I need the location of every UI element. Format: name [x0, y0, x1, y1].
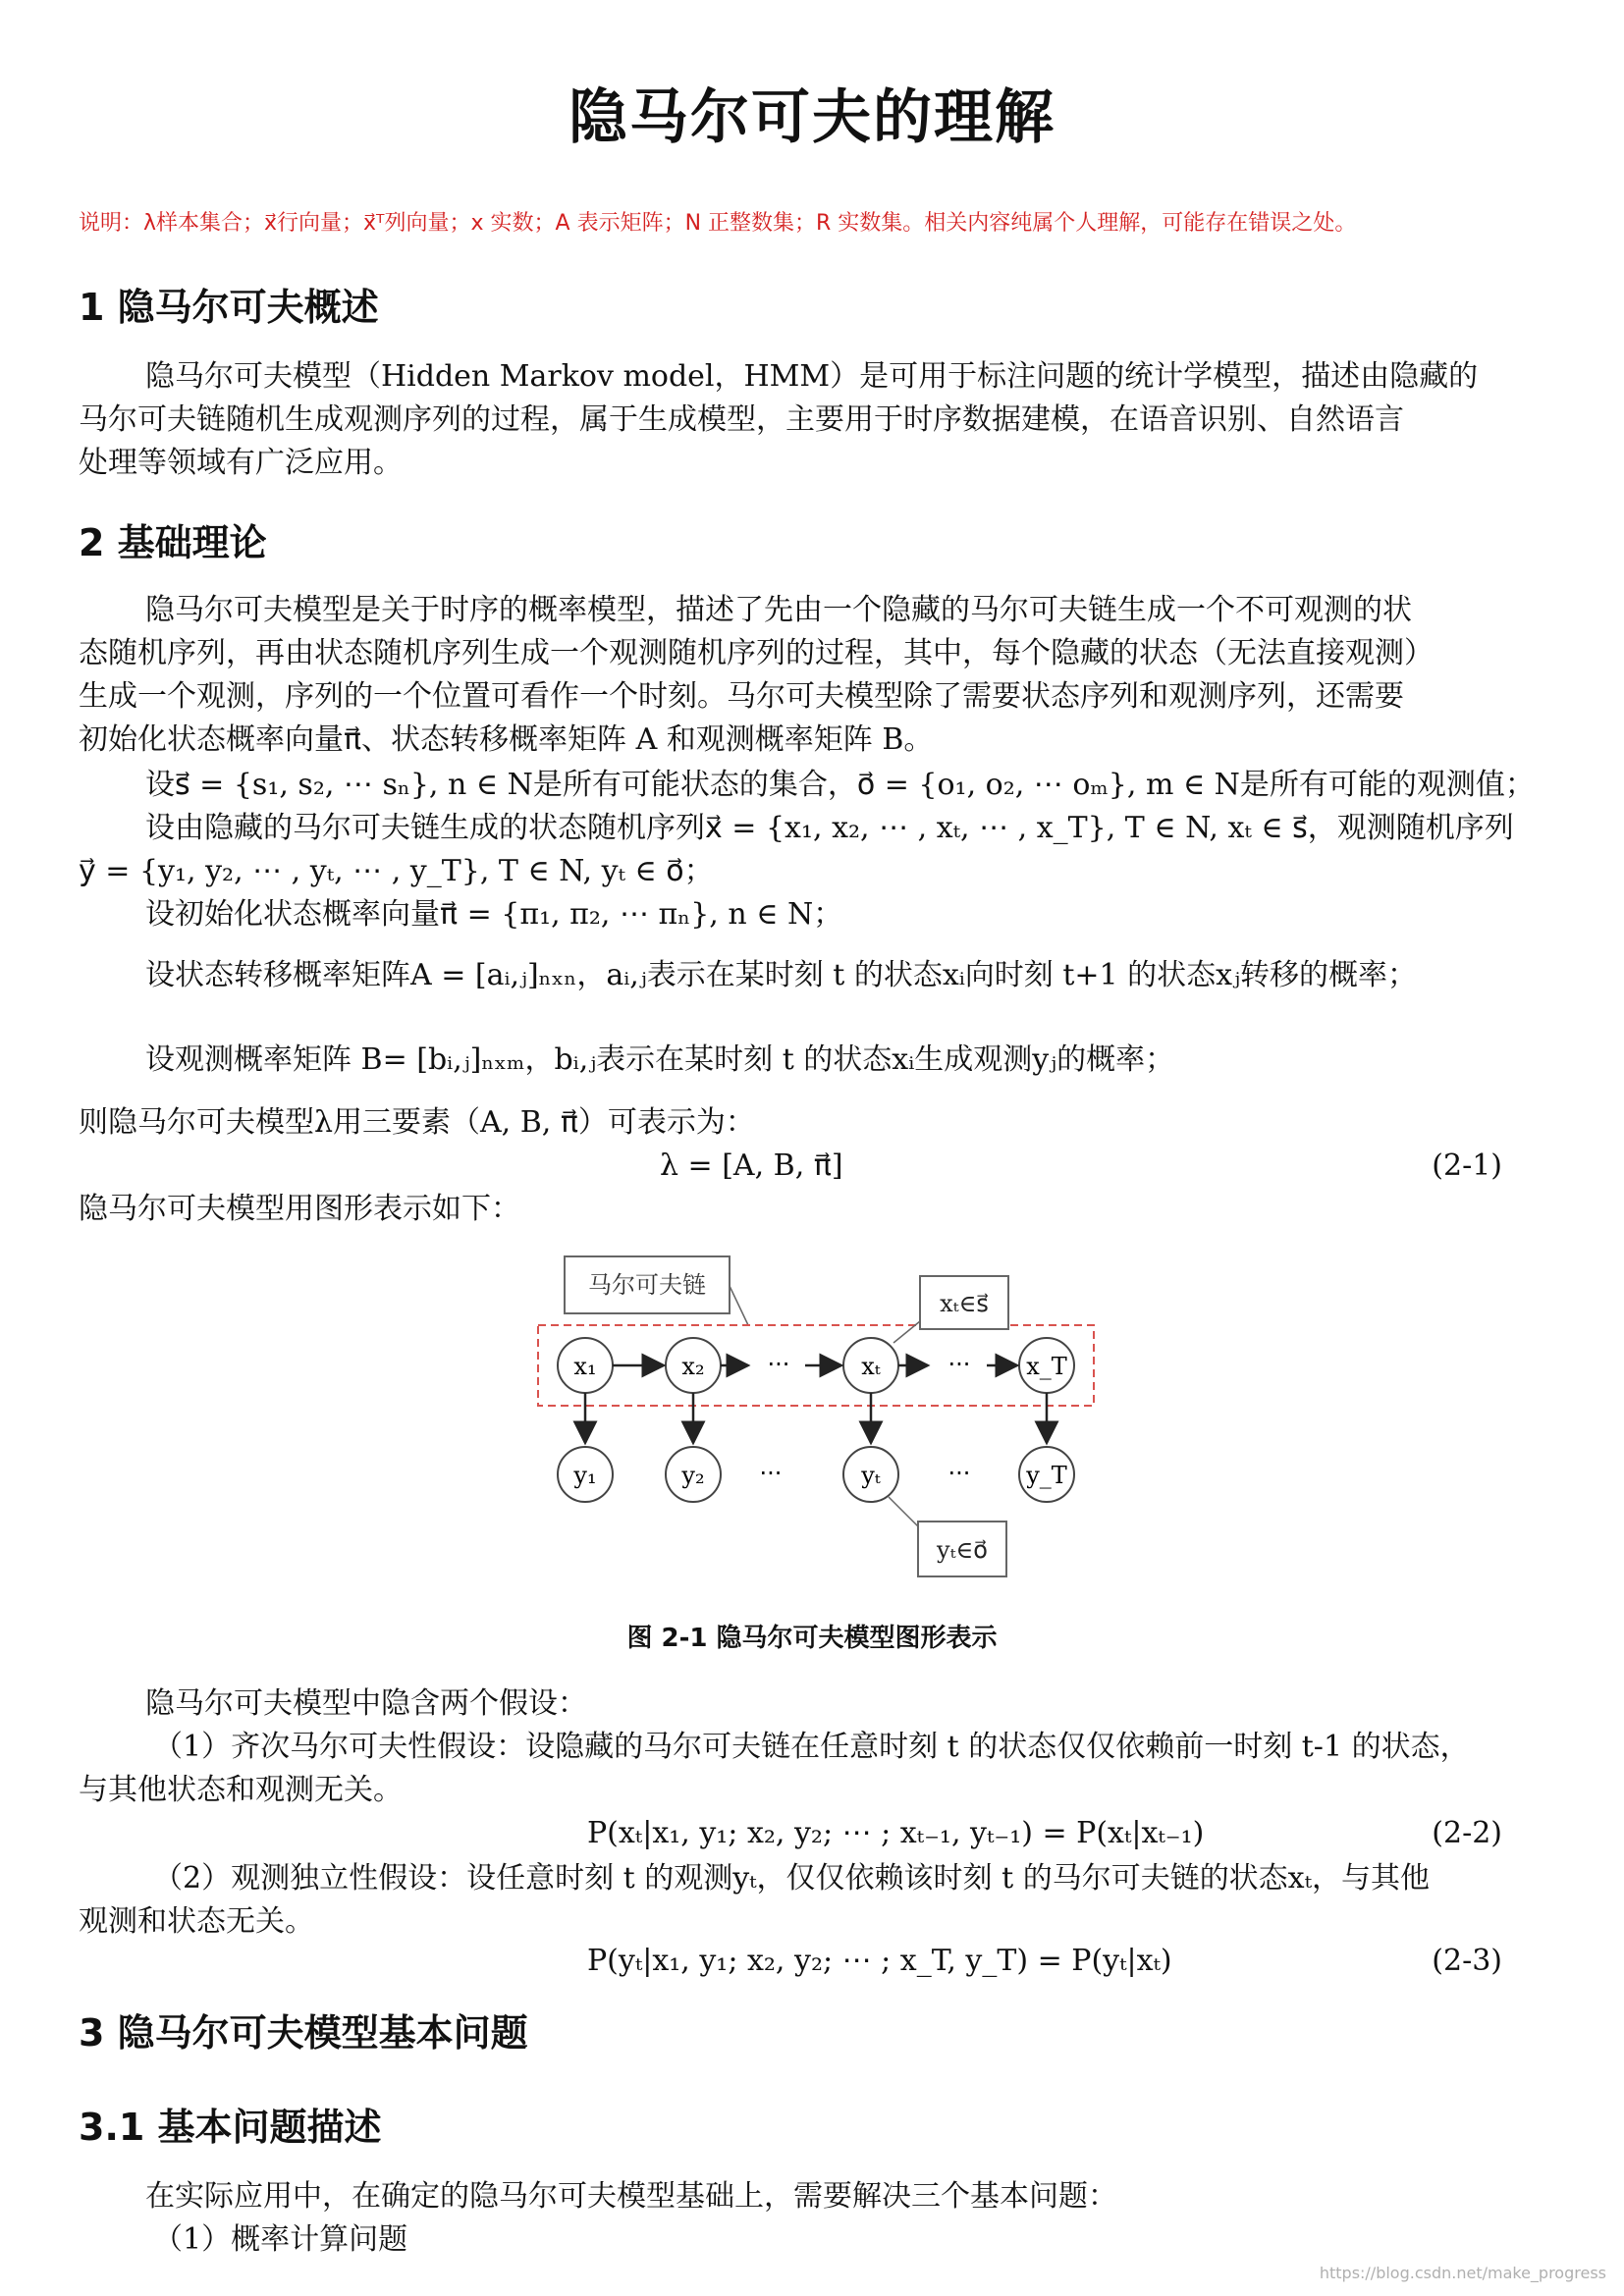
section-3-heading: 3 隐马尔可夫模型基本问题 [79, 2011, 528, 2055]
equation-number: (2-1) [1432, 1148, 1502, 1183]
definition-sequence-cont: y⃗ = {y₁, y₂, ⋯ , yₜ, ⋯ , y_T}, T ∈ N, yₜ ∈ o⃗； [79, 854, 714, 888]
definition-transition-matrix: 设状态转移概率矩阵A = [aᵢ,ⱼ]ₙₓₙ，aᵢ,ⱼ表示在某时刻 t 的状态xᵢ向时刻 t+1 的状态xⱼ转移的概率； [145, 958, 1417, 992]
equation-2-3: P(yₜ|x₁, y₁; x₂, y₂; ⋯ ; x_T, y_T) = P(yₜ|xₜ) [587, 1944, 1172, 1978]
assumption-2: （2）观测独立性假设：设任意时刻 t 的观测yₜ，仅仅依赖该时刻 t 的马尔可夫链的状态xₜ，与其他 [153, 1861, 1431, 1896]
hmm-diagram [530, 1237, 1119, 1600]
sec1-paragraph-line: 马尔可夫链随机生成观测序列的过程，属于生成模型，主要用于时序数据建模，在语音识别、自然语言 [79, 402, 1404, 437]
definition-states: 设s⃗ = {s₁, s₂, ⋯ sₙ}, n ∈ N是所有可能状态的集合，o⃗ = {o₁, o₂, ⋯ oₘ}, m ∈ N是所有可能的观测值； [145, 768, 1535, 802]
notation-note: 说明：λ样本集合；x⃗行向量；x⃗ᵀ列向量；x 实数；A 表示矩阵；N 正整数集；R 实数集。相关内容纯属个人理解，可能存在错误之处。 [79, 211, 1357, 236]
observation-ellipsis: ··· [759, 1460, 783, 1487]
state-node-label: xₜ [861, 1353, 881, 1380]
observation-node-label: y₂ [681, 1462, 705, 1489]
sec2-paragraph-line: 初始化状态概率向量π⃗、状态转移概率矩阵 A 和观测概率矩阵 B。 [79, 722, 934, 757]
observation-ellipsis: ··· [947, 1460, 971, 1487]
section-1-heading: 1 隐马尔可夫概述 [79, 286, 379, 329]
sec3-paragraph-line: 在实际应用中，在确定的隐马尔可夫模型基础上，需要解决三个基本问题： [145, 2179, 1117, 2214]
assumption-1-cont: 与其他状态和观测无关。 [79, 1773, 403, 1807]
observation-node-label: y_T [1026, 1462, 1067, 1489]
model-definition: 则隐马尔可夫模型λ用三要素（A, B, π⃗）可表示为： [79, 1105, 755, 1140]
observation-callout: yₜ∈o⃗ [937, 1536, 988, 1564]
sec2-paragraph-line: 隐马尔可夫模型是关于时序的概率模型，描述了先由一个隐藏的马尔可夫链生成一个不可观测的状 [145, 593, 1412, 627]
assumption-2-cont: 观测和状态无关。 [79, 1904, 314, 1939]
section-3-1-heading: 3.1 基本问题描述 [79, 2106, 382, 2149]
definition-initial-vector: 设初始化状态概率向量π⃗ = {π₁, π₂, ⋯ πₙ}, n ∈ N； [145, 897, 843, 932]
sec1-paragraph-line: 隐马尔可夫模型（Hidden Markov model，HMM）是可用于标注问题的统计学模型，描述由隐藏的 [145, 359, 1479, 394]
section-2-heading: 2 基础理论 [79, 521, 267, 564]
sec3-list-item: （1）概率计算问题 [153, 2222, 408, 2257]
equation-number: (2-3) [1432, 1944, 1502, 1978]
state-node-label: x₂ [681, 1353, 705, 1380]
figure-caption: 图 2-1 隐马尔可夫模型图形表示 [626, 1624, 998, 1653]
equation-2-1: λ = [A, B, π⃗] [660, 1148, 843, 1183]
observation-node-label: yₜ [861, 1462, 881, 1489]
chain-ellipsis: ··· [767, 1351, 790, 1378]
equation-2-2: P(xₜ|x₁, y₁; x₂, y₂; ⋯ ; xₜ₋₁, yₜ₋₁) = P(xₜ|xₜ₋₁) [587, 1816, 1205, 1850]
chain-label: 马尔可夫链 [588, 1271, 706, 1299]
state-node-label: x_T [1026, 1353, 1067, 1380]
diagram-intro: 隐马尔可夫模型用图形表示如下： [79, 1192, 520, 1226]
state-callout: xₜ∈s⃗ [940, 1290, 989, 1317]
definition-sequence: 设由隐藏的马尔可夫链生成的状态随机序列x⃗ = {x₁, x₂, ⋯ , xₜ, ⋯ , x_T}, T ∈ N, xₜ ∈ s⃗，观测随机序列 [145, 811, 1514, 845]
assumptions-intro: 隐马尔可夫模型中隐含两个假设： [145, 1686, 587, 1721]
watermark: https://blog.csdn.net/make_progress [1319, 2264, 1606, 2282]
assumption-1: （1）齐次马尔可夫性假设：设隐藏的马尔可夫链在任意时刻 t 的状态仅仅依赖前一时刻 t-1 的状态， [153, 1730, 1470, 1764]
page-title: 隐马尔可夫的理解 [568, 83, 1056, 152]
equation-number: (2-2) [1432, 1816, 1502, 1850]
sec2-paragraph-line: 生成一个观测，序列的一个位置可看作一个时刻。马尔可夫模型除了需要状态序列和观测序列，还需要 [79, 679, 1404, 714]
observation-node-label: y₁ [573, 1462, 597, 1489]
sec2-paragraph-line: 态随机序列，再由状态随机序列生成一个观测随机序列的过程，其中，每个隐藏的状态（无法直接观测） [79, 636, 1434, 670]
sec1-paragraph-line: 处理等领域有广泛应用。 [79, 446, 403, 480]
state-node-label: x₁ [573, 1353, 597, 1380]
definition-observation-matrix: 设观测概率矩阵 B= [bᵢ,ⱼ]ₙₓₘ，bᵢ,ⱼ表示在某时刻 t 的状态xᵢ生成观测yⱼ的概率； [145, 1042, 1175, 1077]
chain-ellipsis: ··· [947, 1351, 971, 1378]
